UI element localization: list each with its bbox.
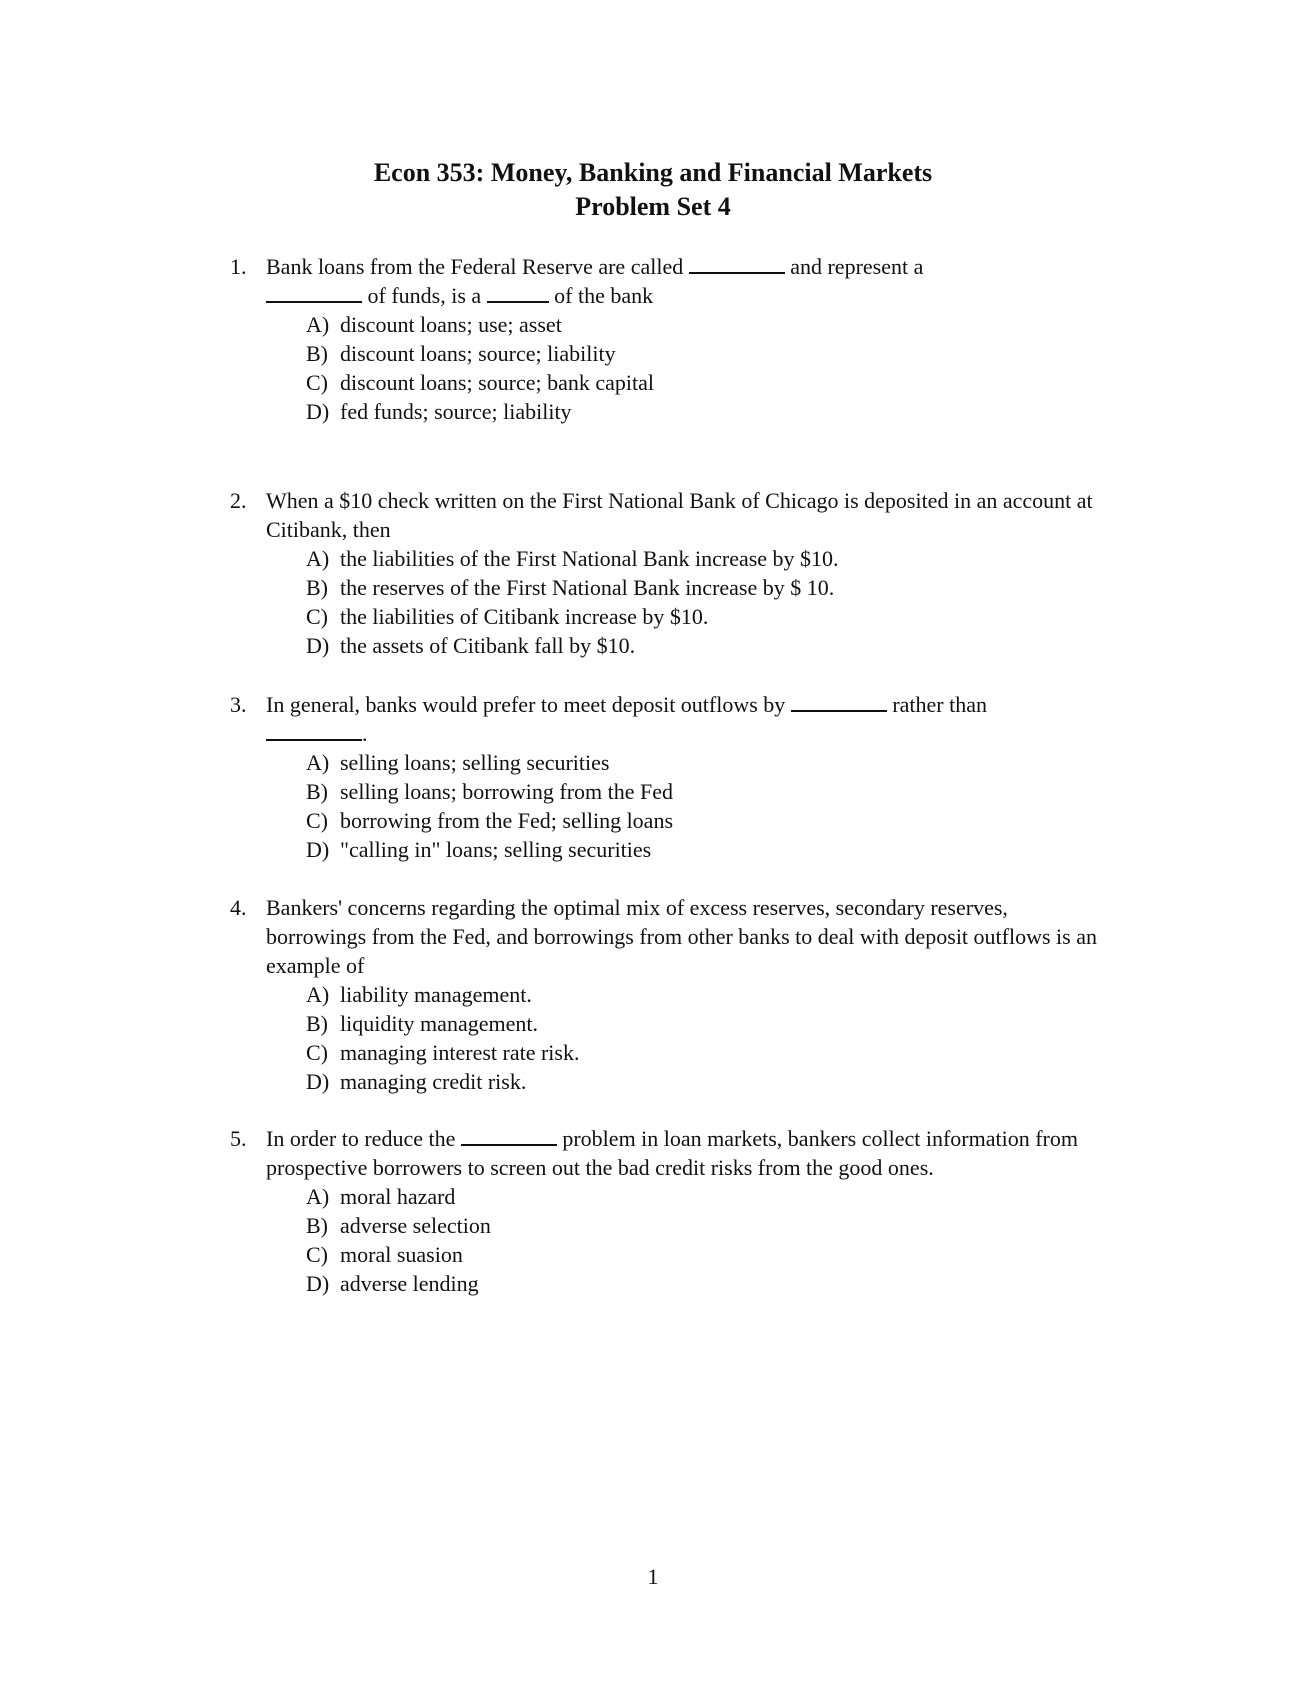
answer-blank <box>266 721 362 741</box>
option-letter: D) <box>306 633 330 658</box>
option-text: borrowing from the Fed; selling loans <box>340 808 674 833</box>
stem-text: problem in loan markets, bankers collect information from prospective borrowers to screen out the bad credit risks from the good ones. <box>266 1126 1078 1180</box>
stem-text: rather than <box>886 692 987 717</box>
answer-option <box>230 835 1110 864</box>
stem-text: of the bank <box>548 283 654 308</box>
answer-options <box>230 748 1110 864</box>
option-text: adverse lending <box>340 1271 479 1296</box>
option-text: the liabilities of Citibank increase by $10. <box>340 604 709 629</box>
option-letter: B) <box>306 341 328 366</box>
answer-option <box>230 573 1110 602</box>
answer-blank <box>791 692 887 712</box>
answer-option <box>230 980 1110 1009</box>
option-text: liability management. <box>340 982 532 1007</box>
stem-text: Bankers' concerns regarding the optimal mix of excess reserves, secondary reserves, borrowings from the Fed, and borrowings from other banks to deal with deposit outflows is an example of <box>266 895 1097 978</box>
option-letter: D) <box>306 837 330 862</box>
option-text: managing interest rate risk. <box>340 1040 580 1065</box>
answer-option <box>230 1038 1110 1067</box>
option-text: moral hazard <box>340 1184 456 1209</box>
question-number: 4. <box>230 895 247 920</box>
answer-option <box>230 631 1110 660</box>
option-letter: C) <box>306 604 328 629</box>
answer-option <box>230 1067 1110 1096</box>
course-title: Econ 353: Money, Banking and Financial Markets <box>373 158 933 187</box>
answer-option <box>230 806 1110 835</box>
option-letter: A) <box>306 982 330 1007</box>
option-text: "calling in" loans; selling securities <box>340 837 652 862</box>
answer-options <box>230 980 1110 1096</box>
question-3 <box>230 690 1110 864</box>
answer-option <box>230 1182 1110 1211</box>
answer-blank <box>689 254 785 274</box>
option-text: adverse selection <box>340 1213 491 1238</box>
question-2 <box>230 486 1110 660</box>
question-1 <box>230 252 1110 426</box>
answer-option <box>230 777 1110 806</box>
answer-blank <box>487 283 549 303</box>
option-text: discount loans; source; bank capital <box>340 370 655 395</box>
answer-option <box>230 368 1110 397</box>
answer-options <box>230 1182 1110 1298</box>
question-number: 1. <box>230 254 247 279</box>
option-text: the assets of Citibank fall by $10. <box>340 633 636 658</box>
option-text: the reserves of the First National Bank increase by $ 10. <box>340 575 835 600</box>
question-stem <box>230 690 1110 748</box>
answer-options <box>230 544 1110 660</box>
option-letter: A) <box>306 1184 330 1209</box>
question-5 <box>230 1124 1110 1298</box>
answer-option <box>230 1009 1110 1038</box>
question-4 <box>230 893 1110 1096</box>
option-letter: A) <box>306 546 330 571</box>
option-letter: D) <box>306 1069 330 1094</box>
answer-option <box>230 602 1110 631</box>
option-text: moral suasion <box>340 1242 463 1267</box>
question-number: 3. <box>230 692 247 717</box>
stem-text: . <box>362 721 368 746</box>
option-letter: A) <box>306 750 330 775</box>
answer-option <box>230 544 1110 573</box>
answer-option <box>230 1211 1110 1240</box>
option-letter: A) <box>306 312 330 337</box>
option-text: discount loans; use; asset <box>340 312 562 337</box>
stem-text: In general, banks would prefer to meet deposit outflows by <box>266 692 791 717</box>
stem-text: In order to reduce the <box>266 1126 461 1151</box>
option-letter: B) <box>306 779 328 804</box>
stem-text: When a $10 check written on the First National Bank of Chicago is deposited in an account at Citibank, then <box>266 488 1093 542</box>
question-stem <box>230 252 1110 310</box>
question-stem <box>230 486 1110 544</box>
answer-option <box>230 339 1110 368</box>
answer-option <box>230 1269 1110 1298</box>
answer-option <box>230 397 1110 426</box>
problem-set-title: Problem Set 4 <box>575 192 731 221</box>
stem-text: Bank loans from the Federal Reserve are called <box>266 254 689 279</box>
option-letter: D) <box>306 399 330 424</box>
answer-options <box>230 310 1110 426</box>
option-letter: B) <box>306 575 328 600</box>
option-text: fed funds; source; liability <box>340 399 572 424</box>
option-text: selling loans; selling securities <box>340 750 610 775</box>
stem-text: and represent a <box>784 254 924 279</box>
question-stem <box>230 1124 1110 1182</box>
answer-option <box>230 1240 1110 1269</box>
option-text: managing credit risk. <box>340 1069 527 1094</box>
option-letter: C) <box>306 370 328 395</box>
answer-blank <box>266 283 362 303</box>
option-letter: B) <box>306 1011 328 1036</box>
option-text: the liabilities of the First National Bank increase by $10. <box>340 546 839 571</box>
option-letter: C) <box>306 1242 328 1267</box>
question-number: 5. <box>230 1126 247 1151</box>
option-letter: C) <box>306 808 328 833</box>
answer-option <box>230 748 1110 777</box>
option-text: selling loans; borrowing from the Fed <box>340 779 674 804</box>
answer-option <box>230 310 1110 339</box>
page-number: 1 <box>647 1564 659 1589</box>
option-letter: B) <box>306 1213 328 1238</box>
question-number: 2. <box>230 488 247 513</box>
option-letter: C) <box>306 1040 328 1065</box>
stem-text: of funds, is a <box>362 283 487 308</box>
option-letter: D) <box>306 1271 330 1296</box>
answer-blank <box>461 1126 557 1146</box>
option-text: liquidity management. <box>340 1011 538 1036</box>
option-text: discount loans; source; liability <box>340 341 616 366</box>
question-stem <box>230 893 1110 980</box>
